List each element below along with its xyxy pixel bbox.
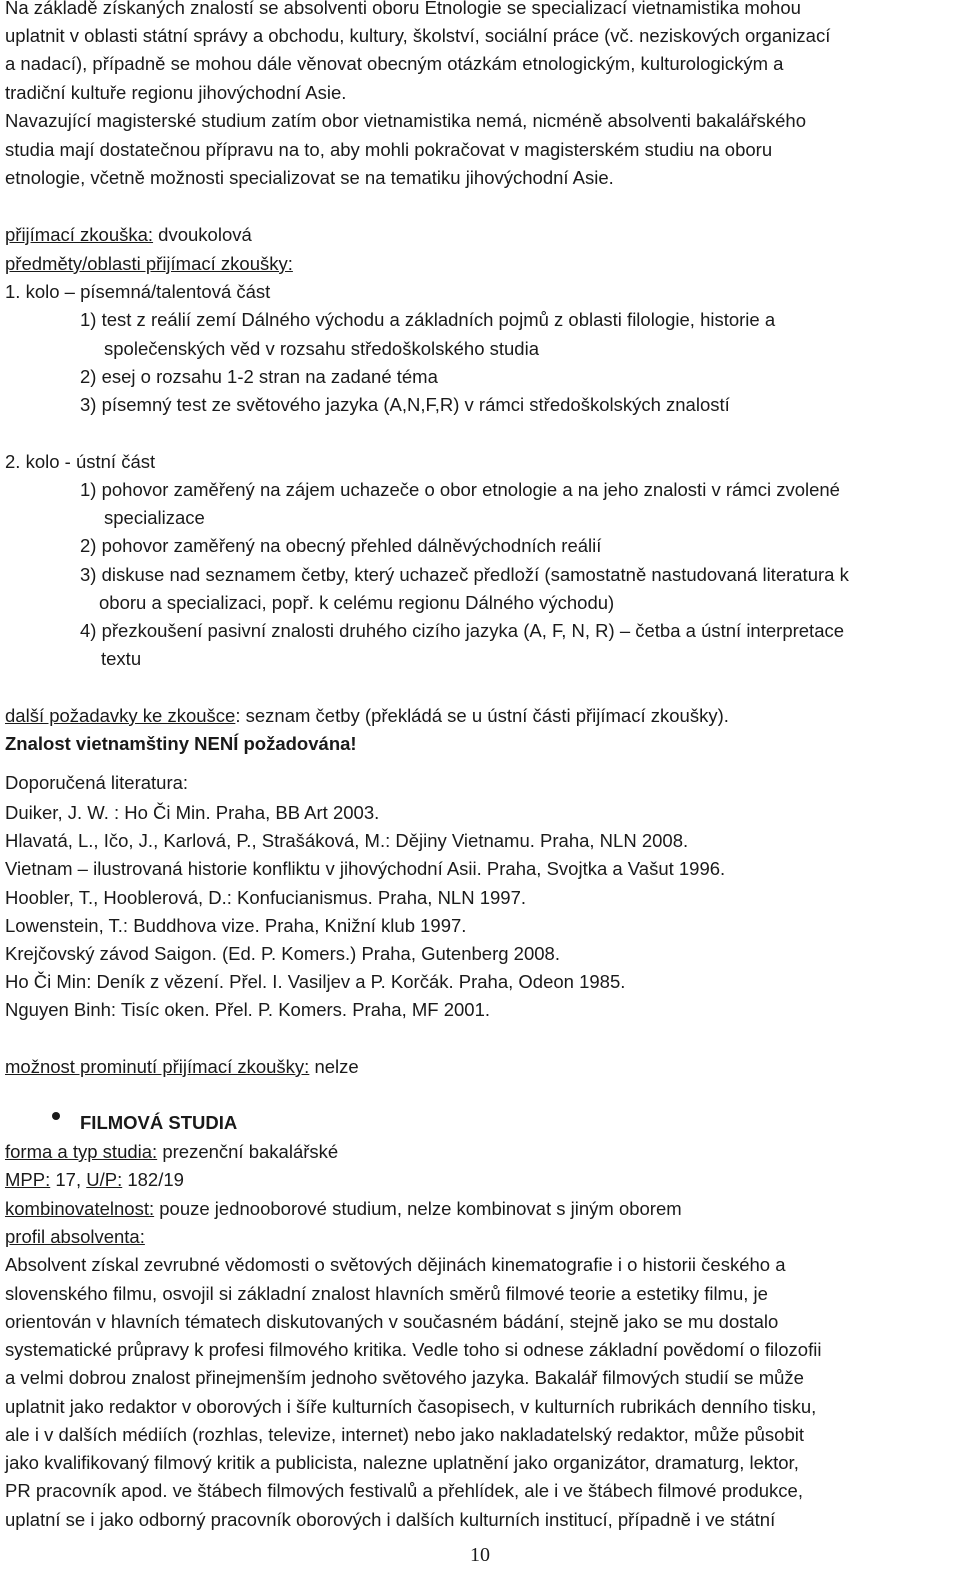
intro-line: etnologie, včetně možnosti specializovat se na tematiku jihovýchodní Asie. (5, 167, 614, 188)
film-profile-line: slovenského filmu, osvojil si základní znalost hlavních směrů filmové teorie a estetiky filmu, je (5, 1283, 768, 1304)
exam-type-value: dvoukolová (153, 224, 252, 245)
round2-item: specializace (104, 507, 205, 528)
exam-other-label: další požadavky ke zkoušce (5, 705, 236, 726)
film-comb-value: pouze jednooborové studium, nelze kombinovat s jiným oborem (154, 1198, 682, 1219)
round1-item: 3) písemný test ze světového jazyka (A,N,F,R) v rámci středoškolských znalostí (80, 394, 730, 415)
round2-title: 2. kolo - ústní část (5, 451, 156, 472)
exam-type (5, 221, 252, 249)
film-profile-line: systematické průpravy k profesi filmového kritika. Vedle toho si odnese základní povědomí o filozofii (5, 1339, 822, 1360)
literature-item: Duiker, J. W. : Ho Či Min. Praha, BB Art 2003. (5, 802, 380, 823)
literature-item: Hoobler, T., Hooblerová, D.: Konfucianismus. Praha, NLN 1997. (5, 887, 527, 908)
literature-item: Vietnam – ilustrovaná historie konfliktu v jihovýchodní Asii. Praha, Svojtka a Vašut 1996. (5, 858, 726, 879)
film-up-label: U/P: (86, 1169, 123, 1190)
exam-other (5, 702, 729, 730)
exam-note: Znalost vietnamštiny NENÍ požadována! (5, 733, 357, 754)
film-profile-line: PR pracovník apod. ve štábech filmových festivalů a přehlídek, ale i ve štábech filmové produkce, (5, 1480, 803, 1501)
round2-item: textu (101, 648, 142, 669)
film-profile-line: uplatnit jako redaktor v oborových i šíře kulturních časopisech, v kulturních rubrikách denního tisku, (5, 1396, 817, 1417)
film-form-label: forma a typ studia: (5, 1141, 158, 1162)
film-profile-line: orientován v hlavních tématech diskutovaných v současném bádání, stejně jako se mu dostalo (5, 1311, 779, 1332)
film-up-value: 182/19 (122, 1169, 184, 1190)
intro-line: Navazující magisterské studium zatím obor vietnamistika nemá, nicméně absolventi bakalářského (5, 110, 807, 131)
literature-item: Nguyen Binh: Tisíc oken. Přel. P. Komers. Praha, MF 2001. (5, 999, 491, 1020)
film-comb (5, 1195, 682, 1223)
film-mpp-label: MPP: (5, 1169, 51, 1190)
bullet-icon (52, 1112, 60, 1120)
exam-type-label: přijímací zkouška: (5, 224, 154, 245)
intro-line: a nadací), případně se mohou dále věnovat obecným otázkám etnologickým, kulturologickým a (5, 53, 784, 74)
round1-item: 2) esej o rozsahu 1-2 stran na zadané téma (80, 366, 438, 387)
intro-line: tradiční kultuře regionu jihovýchodní Asie. (5, 82, 347, 103)
round2-item: 3) diskuse nad seznamem četby, který uchazeč předloží (samostatně nastudovaná literatura k (80, 564, 849, 585)
film-heading: FILMOVÁ STUDIA (80, 1112, 238, 1133)
round2-item: 1) pohovor zaměřený na zájem uchazeče o obor etnologie a na jeho znalosti v rámci zvolené (80, 479, 840, 500)
film-profile-line: ale i v dalších médiích (rozhlas, televize, internet) nebo jako nakladatelský redaktor, může působit (5, 1424, 804, 1445)
round1-title: 1. kolo – písemná/talentová část (5, 281, 271, 302)
waiver-label: možnost prominutí přijímací zkoušky: (5, 1056, 310, 1077)
film-profile-label: profil absolventa: (5, 1226, 145, 1247)
waiver-value: nelze (309, 1056, 359, 1077)
intro-line: Na základě získaných znalostí se absolventi oboru Etnologie se specializací vietnamistika mohou (5, 0, 801, 18)
waiver (5, 1053, 359, 1081)
film-profile-line: uplatní se i jako odborný pracovník oborových i dalších kulturních institucí, případně i ve státní (5, 1509, 776, 1530)
literature-item: Lowenstein, T.: Buddhova vize. Praha, Knižní klub 1997. (5, 915, 467, 936)
exam-other-value: : seznam četby (překládá se u ústní části přijímací zkoušky). (235, 705, 729, 726)
film-mpp (5, 1166, 184, 1194)
film-comb-label: kombinovatelnost: (5, 1198, 155, 1219)
literature-item: Krejčovský závod Saigon. (Ed. P. Komers.) Praha, Gutenberg 2008. (5, 943, 560, 964)
intro-line: uplatnit v oblasti státní správy a obchodu, kultury, školství, sociální práce (vč. neziskových organizací (5, 25, 831, 46)
literature-item: Hlavatá, L., Ičo, J., Karlová, P., Strašáková, M.: Dějiny Vietnamu. Praha, NLN 2008. (5, 830, 689, 851)
film-profile-line: a velmi dobrou znalost přinejmenším jednoho světového jazyka. Bakalář filmových studií se může (5, 1367, 804, 1388)
film-form (5, 1138, 338, 1166)
film-profile-line: jako kvalifikovaný filmový kritik a publicista, nalezne uplatnění jako organizátor, dramaturg, lektor, (5, 1452, 799, 1473)
literature-title: Doporučená literatura: (5, 772, 189, 793)
round2-item: oboru a specializaci, popř. k celému regionu Dálného východu) (99, 592, 615, 613)
intro-line: studia mají dostatečnou přípravu na to, aby mohli pokračovat v magisterském studiu na oboru (5, 139, 773, 160)
film-profile-line: Absolvent získal zevrubné vědomosti o světových dějinách kinematografie i o historii českého a (5, 1254, 786, 1275)
round2-item: 2) pohovor zaměřený na obecný přehled dálněvýchodních reálií (80, 535, 602, 556)
exam-subjects-label: předměty/oblasti přijímací zkoušky: (5, 253, 293, 274)
film-mpp-value: 17, (50, 1169, 87, 1190)
round1-item: společenských věd v rozsahu středoškolského studia (104, 338, 539, 359)
literature-item: Ho Či Min: Deník z vězení. Přel. I. Vasiljev a P. Korčák. Praha, Odeon 1985. (5, 971, 626, 992)
round2-item: 4) přezkoušení pasivní znalosti druhého cizího jazyka (A, F, N, R) – četba a ústní interpretace (80, 620, 845, 641)
film-form-value: prezenční bakalářské (157, 1141, 339, 1162)
page-number: 10 (470, 1544, 490, 1566)
round1-item: 1) test z reálií zemí Dálného východu a základních pojmů z oblasti filologie, historie a (80, 309, 776, 330)
